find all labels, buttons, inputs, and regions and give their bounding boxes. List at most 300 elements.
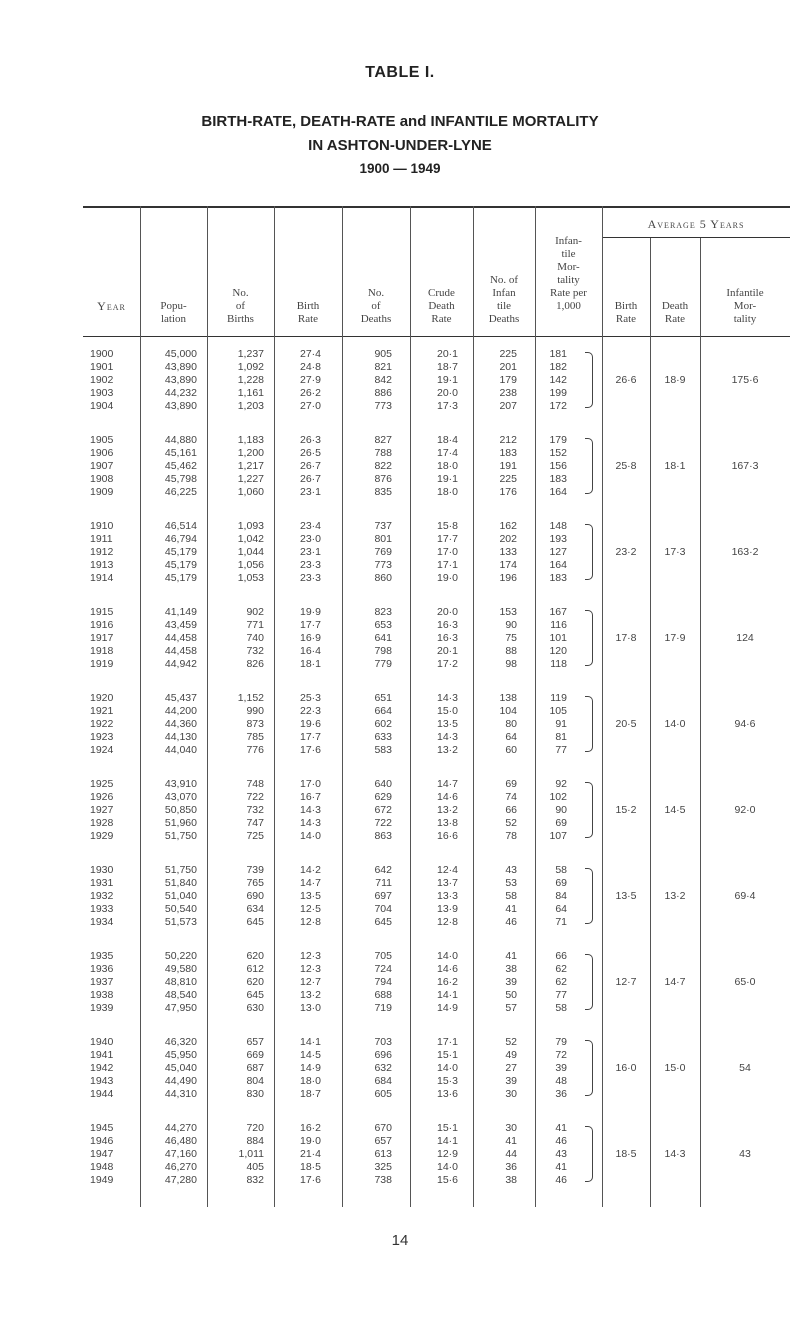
cell-deaths: 697 bbox=[374, 890, 392, 902]
cell-infant-mortality: 172 bbox=[549, 400, 567, 412]
cell-infant-deaths: 90 bbox=[505, 619, 517, 631]
cell-birth-rate: 26·3 bbox=[299, 434, 321, 446]
table-title-years: 1900 — 1949 bbox=[359, 161, 441, 176]
cell-crude-death-rate: 20·0 bbox=[436, 387, 458, 399]
cell-infant-deaths: 88 bbox=[505, 645, 517, 657]
cell-population: 44,232 bbox=[164, 387, 197, 399]
cell-infant-mortality: 116 bbox=[550, 619, 567, 631]
cell-crude-death-rate: 17·1 bbox=[436, 559, 458, 571]
cell-infant-mortality: 48 bbox=[555, 1075, 567, 1087]
cell-infant-mortality: 107 bbox=[549, 830, 567, 842]
cell-deaths: 823 bbox=[374, 606, 392, 618]
cell-avg-death-rate: 18·9 bbox=[664, 374, 686, 386]
cell-infant-mortality: 90 bbox=[555, 804, 567, 816]
cell-deaths: 684 bbox=[374, 1075, 392, 1087]
cell-population: 44,360 bbox=[164, 718, 197, 730]
cell-year: 1906 bbox=[90, 447, 114, 459]
cell-year: 1940 bbox=[90, 1036, 114, 1048]
group-brace bbox=[585, 782, 593, 838]
cell-births: 826 bbox=[246, 658, 264, 670]
cell-infant-deaths: 174 bbox=[499, 559, 517, 571]
group-brace bbox=[585, 610, 593, 666]
cell-infant-deaths: 74 bbox=[505, 791, 517, 803]
cell-crude-death-rate: 14·0 bbox=[436, 1161, 458, 1173]
cell-births: 1,161 bbox=[237, 387, 264, 399]
cell-year: 1926 bbox=[90, 791, 114, 803]
cell-crude-death-rate: 18·0 bbox=[436, 486, 458, 498]
cell-deaths: 835 bbox=[374, 486, 392, 498]
cell-population: 47,280 bbox=[164, 1174, 197, 1186]
cell-deaths: 886 bbox=[374, 387, 392, 399]
cell-avg-birth-rate: 26·6 bbox=[615, 374, 637, 386]
cell-crude-death-rate: 19·1 bbox=[436, 473, 458, 485]
cell-births: 832 bbox=[246, 1174, 264, 1186]
cell-deaths: 696 bbox=[374, 1049, 392, 1061]
cell-year: 1900 bbox=[90, 348, 114, 360]
group-brace bbox=[585, 438, 593, 494]
cell-deaths: 664 bbox=[374, 705, 392, 717]
cell-crude-death-rate: 13·3 bbox=[436, 890, 458, 902]
cell-infant-deaths: 36 bbox=[505, 1161, 517, 1173]
cell-birth-rate: 14·9 bbox=[299, 1062, 321, 1074]
cell-deaths: 641 bbox=[374, 632, 392, 644]
cell-birth-rate: 14·0 bbox=[299, 830, 321, 842]
group-brace bbox=[585, 696, 593, 752]
cell-avg-death-rate: 17·9 bbox=[664, 632, 686, 644]
cell-crude-death-rate: 15·1 bbox=[436, 1122, 458, 1134]
cell-crude-death-rate: 14·3 bbox=[436, 692, 458, 704]
cell-infant-mortality: 71 bbox=[555, 916, 567, 928]
cell-crude-death-rate: 19·1 bbox=[436, 374, 458, 386]
cell-deaths: 583 bbox=[374, 744, 392, 756]
cell-avg-birth-rate: 12·7 bbox=[615, 976, 637, 988]
cell-birth-rate: 13·5 bbox=[299, 890, 321, 902]
cell-infant-deaths: 49 bbox=[505, 1049, 517, 1061]
cell-infant-mortality: 152 bbox=[549, 447, 567, 459]
cell-infant-mortality: 62 bbox=[555, 963, 567, 975]
average-group-rule bbox=[602, 237, 790, 238]
cell-deaths: 613 bbox=[374, 1148, 392, 1160]
cell-year: 1911 bbox=[90, 533, 113, 545]
cell-birth-rate: 16·9 bbox=[299, 632, 321, 644]
cell-avg-death-rate: 14·7 bbox=[664, 976, 686, 988]
cell-avg-infant-mortality: 163·2 bbox=[731, 546, 759, 558]
cell-population: 46,225 bbox=[164, 486, 197, 498]
cell-population: 46,320 bbox=[164, 1036, 197, 1048]
cell-population: 45,179 bbox=[164, 572, 197, 584]
cell-crude-death-rate: 16·3 bbox=[436, 619, 458, 631]
cell-births: 687 bbox=[246, 1062, 264, 1074]
cell-crude-death-rate: 14·0 bbox=[436, 950, 458, 962]
cell-births: 1,060 bbox=[237, 486, 264, 498]
cell-infant-mortality: 181 bbox=[549, 348, 567, 360]
cell-infant-mortality: 105 bbox=[549, 705, 567, 717]
cell-deaths: 779 bbox=[374, 658, 392, 670]
cell-infant-mortality: 164 bbox=[549, 559, 567, 571]
cell-year: 1945 bbox=[90, 1122, 114, 1134]
cell-crude-death-rate: 19·0 bbox=[436, 572, 458, 584]
cell-infant-mortality: 118 bbox=[550, 658, 567, 670]
cell-infant-deaths: 44 bbox=[505, 1148, 517, 1160]
cell-population: 50,850 bbox=[164, 804, 197, 816]
cell-births: 732 bbox=[246, 804, 264, 816]
header-deaths: No. of Deaths bbox=[360, 287, 392, 325]
cell-birth-rate: 24·8 bbox=[299, 361, 321, 373]
cell-births: 722 bbox=[246, 791, 264, 803]
cell-infant-deaths: 179 bbox=[499, 374, 517, 386]
cell-deaths: 801 bbox=[374, 533, 392, 545]
cell-deaths: 769 bbox=[374, 546, 392, 558]
cell-year: 1919 bbox=[90, 658, 114, 670]
header-average-group: Average 5 Years bbox=[647, 217, 745, 231]
header-avg-birth-rate: Birth Rate bbox=[614, 300, 638, 325]
cell-infant-mortality: 46 bbox=[555, 1174, 567, 1186]
cell-crude-death-rate: 15·1 bbox=[436, 1049, 458, 1061]
cell-birth-rate: 18·1 bbox=[299, 658, 321, 670]
cell-year: 1947 bbox=[90, 1148, 114, 1160]
cell-crude-death-rate: 17·2 bbox=[436, 658, 458, 670]
cell-population: 46,514 bbox=[164, 520, 197, 532]
cell-avg-infant-mortality: 92·0 bbox=[734, 804, 756, 816]
cell-birth-rate: 14·3 bbox=[299, 804, 321, 816]
cell-crude-death-rate: 14·1 bbox=[436, 1135, 458, 1147]
cell-births: 1,056 bbox=[237, 559, 264, 571]
cell-deaths: 704 bbox=[374, 903, 392, 915]
cell-birth-rate: 27·9 bbox=[299, 374, 321, 386]
cell-infant-mortality: 36 bbox=[555, 1088, 567, 1100]
cell-births: 669 bbox=[246, 1049, 264, 1061]
column-divider bbox=[602, 206, 603, 1207]
cell-population: 51,040 bbox=[164, 890, 197, 902]
cell-year: 1907 bbox=[90, 460, 114, 472]
cell-deaths: 905 bbox=[374, 348, 392, 360]
cell-infant-deaths: 201 bbox=[499, 361, 517, 373]
cell-birth-rate: 14·2 bbox=[299, 864, 321, 876]
cell-infant-mortality: 66 bbox=[555, 950, 567, 962]
cell-births: 740 bbox=[246, 632, 264, 644]
group-brace bbox=[585, 1126, 593, 1182]
cell-crude-death-rate: 12·8 bbox=[436, 916, 458, 928]
header-avg-infant-mortality: Infantile Mor- tality bbox=[726, 287, 764, 325]
cell-infant-deaths: 41 bbox=[505, 1135, 517, 1147]
cell-population: 46,480 bbox=[164, 1135, 197, 1147]
cell-deaths: 651 bbox=[374, 692, 392, 704]
cell-avg-birth-rate: 18·5 bbox=[615, 1148, 637, 1160]
header-avg-death-rate: Death Rate bbox=[661, 300, 689, 325]
cell-population: 44,458 bbox=[164, 645, 197, 657]
cell-deaths: 876 bbox=[374, 473, 392, 485]
cell-year: 1901 bbox=[90, 361, 114, 373]
cell-crude-death-rate: 14·0 bbox=[436, 1062, 458, 1074]
cell-infant-mortality: 81 bbox=[555, 731, 567, 743]
cell-population: 43,910 bbox=[164, 778, 197, 790]
cell-deaths: 773 bbox=[374, 559, 392, 571]
cell-year: 1905 bbox=[90, 434, 114, 446]
cell-infant-deaths: 80 bbox=[505, 718, 517, 730]
cell-year: 1922 bbox=[90, 718, 114, 730]
cell-infant-mortality: 77 bbox=[555, 744, 567, 756]
cell-infant-mortality: 64 bbox=[555, 903, 567, 915]
group-brace bbox=[585, 1040, 593, 1096]
cell-deaths: 703 bbox=[374, 1036, 392, 1048]
cell-deaths: 605 bbox=[374, 1088, 392, 1100]
cell-year: 1941 bbox=[90, 1049, 114, 1061]
cell-infant-deaths: 53 bbox=[505, 877, 517, 889]
cell-birth-rate: 26·7 bbox=[299, 473, 321, 485]
cell-crude-death-rate: 17·4 bbox=[436, 447, 458, 459]
header-year: Year bbox=[97, 299, 126, 313]
cell-infant-deaths: 225 bbox=[499, 473, 517, 485]
cell-year: 1909 bbox=[90, 486, 114, 498]
cell-infant-deaths: 52 bbox=[505, 1036, 517, 1048]
cell-birth-rate: 19·9 bbox=[299, 606, 321, 618]
cell-avg-infant-mortality: 69·4 bbox=[734, 890, 756, 902]
cell-birth-rate: 23·1 bbox=[299, 486, 321, 498]
cell-infant-deaths: 78 bbox=[505, 830, 517, 842]
cell-infant-mortality: 102 bbox=[549, 791, 567, 803]
table-label: TABLE I. bbox=[365, 64, 435, 81]
cell-infant-mortality: 193 bbox=[549, 533, 567, 545]
cell-avg-birth-rate: 20·5 bbox=[615, 718, 637, 730]
cell-infant-deaths: 66 bbox=[505, 804, 517, 816]
cell-infant-deaths: 207 bbox=[499, 400, 517, 412]
cell-avg-death-rate: 13·2 bbox=[664, 890, 686, 902]
cell-births: 1,053 bbox=[237, 572, 264, 584]
cell-births: 1,237 bbox=[237, 348, 264, 360]
cell-births: 748 bbox=[246, 778, 264, 790]
cell-deaths: 738 bbox=[374, 1174, 392, 1186]
cell-crude-death-rate: 20·1 bbox=[436, 348, 458, 360]
cell-crude-death-rate: 13·2 bbox=[436, 744, 458, 756]
cell-birth-rate: 14·5 bbox=[299, 1049, 321, 1061]
cell-infant-mortality: 58 bbox=[555, 864, 567, 876]
cell-infant-deaths: 30 bbox=[505, 1122, 517, 1134]
cell-year: 1936 bbox=[90, 963, 114, 975]
cell-population: 50,540 bbox=[164, 903, 197, 915]
cell-crude-death-rate: 18·0 bbox=[436, 460, 458, 472]
cell-year: 1903 bbox=[90, 387, 114, 399]
cell-year: 1910 bbox=[90, 520, 114, 532]
cell-births: 720 bbox=[246, 1122, 264, 1134]
cell-births: 634 bbox=[246, 903, 264, 915]
cell-births: 1,227 bbox=[237, 473, 264, 485]
cell-birth-rate: 12·5 bbox=[299, 903, 321, 915]
cell-births: 1,092 bbox=[237, 361, 264, 373]
cell-avg-infant-mortality: 54 bbox=[739, 1062, 751, 1074]
cell-infant-deaths: 27 bbox=[505, 1062, 517, 1074]
cell-births: 873 bbox=[246, 718, 264, 730]
cell-avg-death-rate: 14·5 bbox=[664, 804, 686, 816]
cell-population: 44,040 bbox=[164, 744, 197, 756]
cell-infant-deaths: 138 bbox=[499, 692, 517, 704]
cell-infant-mortality: 91 bbox=[555, 718, 567, 730]
cell-year: 1928 bbox=[90, 817, 114, 829]
cell-deaths: 863 bbox=[374, 830, 392, 842]
cell-avg-birth-rate: 25·8 bbox=[615, 460, 637, 472]
cell-births: 732 bbox=[246, 645, 264, 657]
cell-infant-deaths: 191 bbox=[499, 460, 517, 472]
cell-infant-mortality: 199 bbox=[549, 387, 567, 399]
cell-population: 48,810 bbox=[164, 976, 197, 988]
cell-deaths: 657 bbox=[374, 1135, 392, 1147]
cell-birth-rate: 13·2 bbox=[299, 989, 321, 1001]
cell-avg-infant-mortality: 65·0 bbox=[734, 976, 756, 988]
cell-deaths: 827 bbox=[374, 434, 392, 446]
cell-infant-mortality: 164 bbox=[549, 486, 567, 498]
cell-crude-death-rate: 14·6 bbox=[436, 791, 458, 803]
cell-year: 1930 bbox=[90, 864, 114, 876]
cell-birth-rate: 21·4 bbox=[299, 1148, 321, 1160]
cell-deaths: 640 bbox=[374, 778, 392, 790]
cell-infant-mortality: 41 bbox=[555, 1161, 567, 1173]
cell-population: 45,161 bbox=[164, 447, 197, 459]
cell-infant-mortality: 183 bbox=[549, 473, 567, 485]
cell-birth-rate: 26·7 bbox=[299, 460, 321, 472]
cell-population: 47,950 bbox=[164, 1002, 197, 1014]
cell-avg-death-rate: 14·3 bbox=[664, 1148, 686, 1160]
cell-deaths: 670 bbox=[374, 1122, 392, 1134]
cell-deaths: 632 bbox=[374, 1062, 392, 1074]
cell-infant-mortality: 119 bbox=[550, 692, 567, 704]
group-brace bbox=[585, 352, 593, 408]
cell-births: 1,228 bbox=[237, 374, 264, 386]
cell-population: 43,890 bbox=[164, 361, 197, 373]
cell-birth-rate: 23·4 bbox=[299, 520, 321, 532]
cell-crude-death-rate: 20·0 bbox=[436, 606, 458, 618]
cell-birth-rate: 27·4 bbox=[299, 348, 321, 360]
cell-infant-deaths: 57 bbox=[505, 1002, 517, 1014]
cell-avg-birth-rate: 15·2 bbox=[615, 804, 637, 816]
header-births: No. of Births bbox=[227, 287, 254, 325]
cell-deaths: 822 bbox=[374, 460, 392, 472]
cell-year: 1915 bbox=[90, 606, 114, 618]
cell-infant-mortality: 72 bbox=[555, 1049, 567, 1061]
cell-infant-mortality: 69 bbox=[555, 817, 567, 829]
cell-year: 1938 bbox=[90, 989, 114, 1001]
cell-infant-deaths: 60 bbox=[505, 744, 517, 756]
cell-births: 645 bbox=[246, 989, 264, 1001]
cell-year: 1902 bbox=[90, 374, 114, 386]
cell-population: 47,160 bbox=[164, 1148, 197, 1160]
cell-infant-deaths: 176 bbox=[499, 486, 517, 498]
cell-year: 1931 bbox=[90, 877, 114, 889]
cell-birth-rate: 22·3 bbox=[299, 705, 321, 717]
cell-infant-deaths: 43 bbox=[505, 864, 517, 876]
cell-crude-death-rate: 14·7 bbox=[436, 778, 458, 790]
cell-births: 765 bbox=[246, 877, 264, 889]
cell-infant-deaths: 225 bbox=[499, 348, 517, 360]
cell-birth-rate: 17·7 bbox=[299, 619, 321, 631]
cell-births: 902 bbox=[246, 606, 264, 618]
cell-birth-rate: 18·7 bbox=[299, 1088, 321, 1100]
cell-infant-deaths: 98 bbox=[505, 658, 517, 670]
cell-population: 51,573 bbox=[164, 916, 197, 928]
cell-births: 1,042 bbox=[237, 533, 264, 545]
cell-year: 1923 bbox=[90, 731, 114, 743]
cell-births: 776 bbox=[246, 744, 264, 756]
cell-birth-rate: 26·5 bbox=[299, 447, 321, 459]
cell-population: 44,490 bbox=[164, 1075, 197, 1087]
cell-crude-death-rate: 15·0 bbox=[436, 705, 458, 717]
cell-infant-mortality: 183 bbox=[549, 572, 567, 584]
cell-population: 45,462 bbox=[164, 460, 197, 472]
cell-deaths: 653 bbox=[374, 619, 392, 631]
cell-births: 1,200 bbox=[237, 447, 264, 459]
cell-crude-death-rate: 17·3 bbox=[436, 400, 458, 412]
cell-births: 830 bbox=[246, 1088, 264, 1100]
cell-births: 405 bbox=[246, 1161, 264, 1173]
cell-birth-rate: 13·0 bbox=[299, 1002, 321, 1014]
cell-deaths: 794 bbox=[374, 976, 392, 988]
cell-population: 51,960 bbox=[164, 817, 197, 829]
cell-population: 43,890 bbox=[164, 400, 197, 412]
cell-year: 1920 bbox=[90, 692, 114, 704]
cell-infant-mortality: 179 bbox=[549, 434, 567, 446]
cell-crude-death-rate: 14·6 bbox=[436, 963, 458, 975]
cell-crude-death-rate: 15·6 bbox=[436, 1174, 458, 1186]
cell-crude-death-rate: 16·6 bbox=[436, 830, 458, 842]
cell-crude-death-rate: 13·9 bbox=[436, 903, 458, 915]
cell-deaths: 642 bbox=[374, 864, 392, 876]
cell-birth-rate: 12·3 bbox=[299, 950, 321, 962]
cell-infant-mortality: 182 bbox=[549, 361, 567, 373]
cell-infant-deaths: 38 bbox=[505, 1174, 517, 1186]
cell-population: 51,840 bbox=[164, 877, 197, 889]
cell-deaths: 724 bbox=[374, 963, 392, 975]
cell-birth-rate: 19·6 bbox=[299, 718, 321, 730]
cell-year: 1917 bbox=[90, 632, 114, 644]
cell-year: 1932 bbox=[90, 890, 114, 902]
cell-population: 44,310 bbox=[164, 1088, 197, 1100]
cell-population: 44,130 bbox=[164, 731, 197, 743]
cell-deaths: 860 bbox=[374, 572, 392, 584]
cell-infant-mortality: 43 bbox=[555, 1148, 567, 1160]
cell-births: 785 bbox=[246, 731, 264, 743]
cell-avg-birth-rate: 23·2 bbox=[615, 546, 637, 558]
cell-infant-deaths: 58 bbox=[505, 890, 517, 902]
cell-birth-rate: 18·5 bbox=[299, 1161, 321, 1173]
cell-deaths: 842 bbox=[374, 374, 392, 386]
cell-infant-deaths: 212 bbox=[499, 434, 517, 446]
cell-deaths: 629 bbox=[374, 791, 392, 803]
cell-infant-mortality: 167 bbox=[549, 606, 567, 618]
cell-infant-mortality: 148 bbox=[549, 520, 567, 532]
cell-infant-deaths: 75 bbox=[505, 632, 517, 644]
cell-birth-rate: 12·7 bbox=[299, 976, 321, 988]
cell-births: 990 bbox=[246, 705, 264, 717]
header-infant-mortality-rate: Infan- tile Mor- tality Rate per 1,000 bbox=[550, 235, 587, 312]
header-population: Popu- lation bbox=[160, 300, 187, 325]
cell-birth-rate: 19·0 bbox=[299, 1135, 321, 1147]
group-brace bbox=[585, 524, 593, 580]
cell-infant-deaths: 183 bbox=[499, 447, 517, 459]
cell-births: 1,044 bbox=[237, 546, 264, 558]
cell-avg-birth-rate: 13·5 bbox=[615, 890, 637, 902]
cell-infant-mortality: 62 bbox=[555, 976, 567, 988]
cell-birth-rate: 16·4 bbox=[299, 645, 321, 657]
cell-birth-rate: 16·7 bbox=[299, 791, 321, 803]
cell-deaths: 719 bbox=[374, 1002, 392, 1014]
cell-births: 620 bbox=[246, 976, 264, 988]
cell-deaths: 722 bbox=[374, 817, 392, 829]
cell-crude-death-rate: 13·7 bbox=[436, 877, 458, 889]
cell-population: 45,040 bbox=[164, 1062, 197, 1074]
cell-deaths: 773 bbox=[374, 400, 392, 412]
cell-infant-deaths: 238 bbox=[499, 387, 517, 399]
cell-population: 45,179 bbox=[164, 559, 197, 571]
cell-infant-mortality: 39 bbox=[555, 1062, 567, 1074]
cell-birth-rate: 16·2 bbox=[299, 1122, 321, 1134]
